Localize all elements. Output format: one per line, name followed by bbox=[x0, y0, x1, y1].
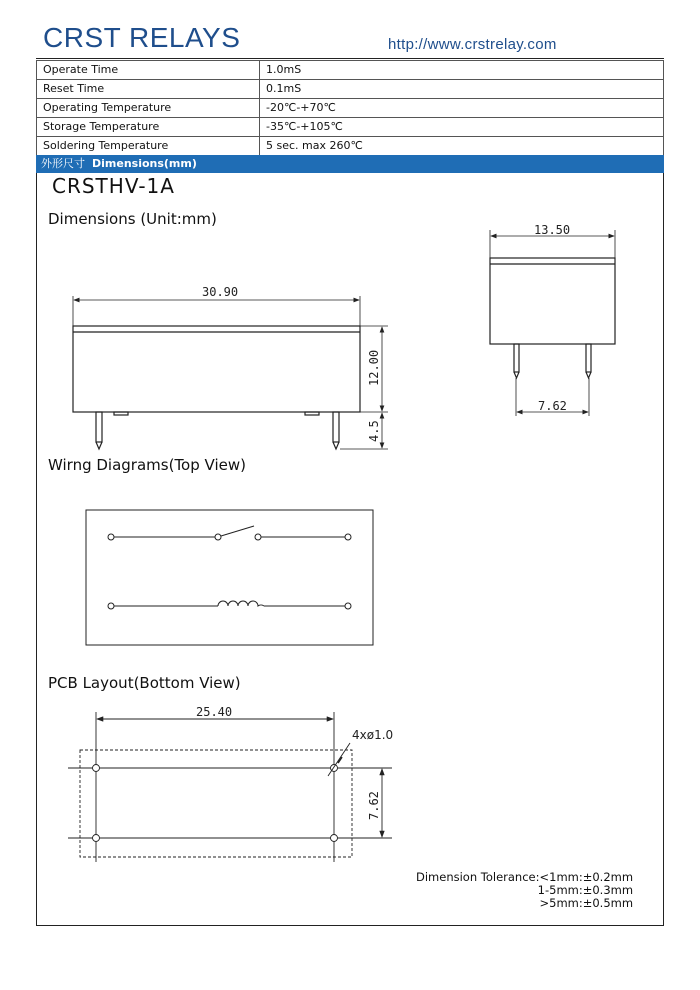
relay-side-view bbox=[73, 296, 388, 449]
relay-end-outline bbox=[490, 258, 615, 344]
coil-icon bbox=[218, 601, 264, 606]
relay-pin bbox=[333, 412, 339, 442]
spec-value: 1.0mS bbox=[260, 61, 664, 80]
wiring-diagram bbox=[86, 510, 373, 645]
model-number: CRSTHV-1A bbox=[52, 174, 175, 198]
spec-label: Soldering Temperature bbox=[37, 137, 260, 156]
hole-leader bbox=[328, 743, 350, 776]
pcb-hole-size: 4xø1.0 bbox=[352, 728, 394, 742]
switch-blade bbox=[221, 526, 254, 536]
spec-label: Storage Temperature bbox=[37, 118, 260, 137]
relay-body-outline bbox=[73, 326, 360, 412]
wiring-heading: Wirng Diagrams(Top View) bbox=[48, 456, 246, 474]
tolerance-line: 1-5mm:±0.3mm bbox=[537, 883, 634, 897]
tolerance-line: Dimension Tolerance:<1mm:±0.2mm bbox=[416, 870, 634, 884]
relay-pin-tip bbox=[514, 372, 519, 378]
website-url[interactable]: http://www.crstrelay.com bbox=[388, 36, 557, 53]
relay-pin-tip bbox=[333, 442, 339, 449]
wiring-frame bbox=[86, 510, 373, 645]
dim-pin-length: 4.5 bbox=[367, 420, 381, 442]
switch-contact bbox=[215, 534, 221, 540]
section-title-en: Dimensions(mm) bbox=[92, 157, 197, 170]
pcb-outline bbox=[80, 750, 352, 857]
dim-pin-spacing: 7.62 bbox=[538, 399, 567, 413]
pcb-length: 25.40 bbox=[196, 705, 233, 719]
pcb-spacing: 7.62 bbox=[367, 791, 381, 820]
spec-label: Reset Time bbox=[37, 80, 260, 99]
relay-pin-tip bbox=[96, 442, 102, 449]
spec-value: 0.1mS bbox=[260, 80, 664, 99]
section-title-cn: 外形尺寸 bbox=[41, 157, 85, 170]
relay-pin bbox=[586, 344, 591, 372]
pcb-layout bbox=[68, 712, 392, 862]
relay-foot bbox=[114, 412, 128, 415]
relay-pin-tip bbox=[586, 372, 591, 378]
spec-label: Operate Time bbox=[37, 61, 260, 80]
dim-length: 30.90 bbox=[202, 285, 239, 299]
terminal-dot bbox=[345, 534, 351, 540]
relay-pin bbox=[96, 412, 102, 442]
tolerance-note bbox=[416, 871, 633, 910]
dimensions-heading: Dimensions (Unit:mm) bbox=[48, 210, 217, 228]
pcb-hole bbox=[93, 835, 100, 842]
spec-label: Operating Temperature bbox=[37, 99, 260, 118]
switch-contact bbox=[255, 534, 261, 540]
brand-logo: CRST RELAYS bbox=[43, 22, 241, 53]
pcb-heading: PCB Layout(Bottom View) bbox=[48, 674, 241, 692]
spec-value: 5 sec. max 260℃ bbox=[260, 137, 664, 156]
terminal-dot bbox=[345, 603, 351, 609]
dim-height: 12.00 bbox=[367, 349, 381, 386]
relay-end-view bbox=[490, 230, 615, 416]
tolerance-line: >5mm:±0.5mm bbox=[539, 896, 634, 910]
relay-foot bbox=[305, 412, 319, 415]
dim-width: 13.50 bbox=[534, 223, 571, 237]
spec-value: -20℃-+70℃ bbox=[260, 99, 664, 118]
pcb-hole bbox=[331, 835, 338, 842]
spec-value: -35℃-+105℃ bbox=[260, 118, 664, 137]
terminal-dot bbox=[108, 534, 114, 540]
terminal-dot bbox=[108, 603, 114, 609]
pcb-hole bbox=[93, 765, 100, 772]
relay-pin bbox=[514, 344, 519, 372]
